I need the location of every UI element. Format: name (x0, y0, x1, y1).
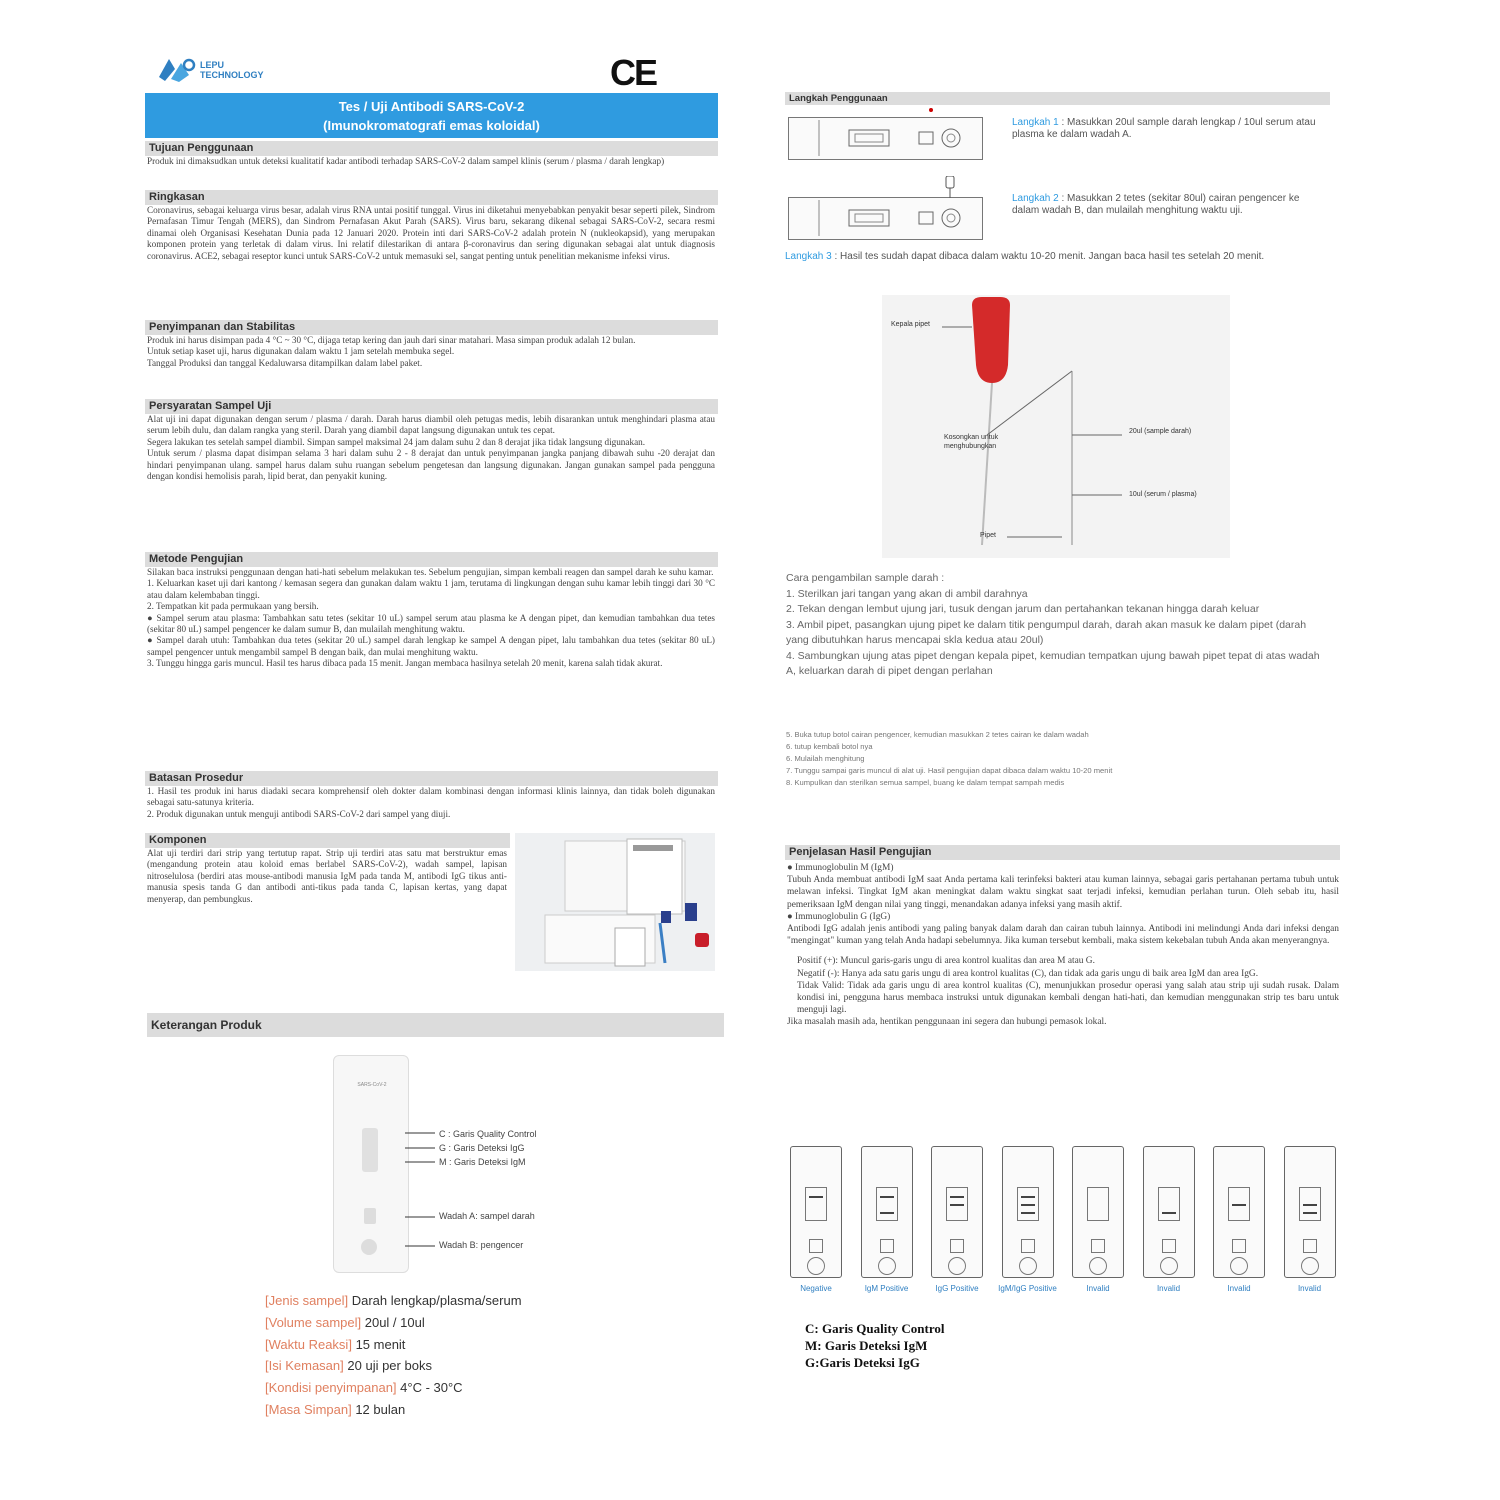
heading-ringkasan: Ringkasan (145, 190, 718, 205)
result-examples (790, 1146, 1350, 1311)
result-well-b (1089, 1257, 1107, 1275)
result-well-a (1091, 1239, 1105, 1253)
text-penyimpanan: Produk ini harus disimpan pada 4 °C ~ 30 °C, dijaga tetap kering dan jauh dari sinar matahari. Masa simpan produk adalah 12 bulan. Untuk setiap kaset uji, harus digunakan dalam waktu 1 jam setelah membuka segel. Tanggal Produksi dan tanggal Kedaluwarsa ditampilkan dalam label paket. (147, 335, 636, 368)
result-well-a (1021, 1239, 1035, 1253)
logo-icon (155, 55, 199, 83)
result-line-c (809, 1196, 823, 1198)
document-title: Tes / Uji Antibodi SARS-CoV-2 (Imunokromatografi emas koloidal) (145, 93, 718, 138)
heading-tujuan: Tujuan Penggunaan (145, 141, 718, 156)
result-line-m (1303, 1212, 1317, 1214)
result-line-m (1162, 1212, 1176, 1214)
result-line-c (880, 1196, 894, 1198)
step2-text: Langkah 2 : Masukkan 2 tetes (sekitar 80ul) cairan pengencer ke dalam wadah B, dan mulailah menghitung waktu uji. (1012, 193, 1300, 216)
callout-well-b: Wadah B: pengencer (439, 1240, 524, 1250)
kit-photo (515, 833, 715, 971)
spec-row: [Masa Simpan] 12 bulan (265, 1401, 406, 1417)
spec-list (265, 1290, 522, 1421)
result-window (1158, 1187, 1180, 1221)
result-line-g (1232, 1204, 1246, 1206)
step1-text: Langkah 1 : Masukkan 20ul sample darah lengkap / 10ul serum atau plasma ke dalam wadah A. (1012, 117, 1316, 140)
text-ringkasan: Coronavirus, sebagai keluarga virus besar, adalah virus RNA untai positif tunggal. Virus ini diketahui menyebabkan penyakit besar seperti pilek, Sindrom Pernafasan Timur Tengah (MERS), dan Sindrom Pernafasan Akut Parah (SARS). Virus baru, sekarang dikenal sebagai SARS-CoV-2, secara resmi dinamai oleh Organisasi Kesehatan Dunia pada 12 Januari 2020. Protein inti dari SARS-CoV-2 adalah protein N (nukleokapsid), yang merupakan komponen protein yang terletak di dalam virus. Ini relatif dilestarikan di antara β-coronavirus dan sering digunakan sebagai alat untuk diagnosis coronavirus. ACE2, sebagai reseptor kunci untuk SARS-CoV-2 untuk memasuki sel, sangat penting untuk penelitian mekanisme infeksi virus. (147, 205, 715, 261)
result-label: Invalid (1156, 1284, 1181, 1293)
step3-text: Langkah 3 : Hasil tes sudah dapat dibaca dalam waktu 10-20 menit. Jangan baca hasil tes setelah 20 menit. (785, 251, 1265, 262)
line-legend: C: Garis Quality Control M: Garis Deteksi IgM G:Garis Deteksi IgG (805, 1321, 945, 1370)
result-well-b (807, 1257, 825, 1275)
label-10ul: 10ul (serum / plasma) (1129, 491, 1197, 498)
result-well-a (809, 1239, 823, 1253)
ce-mark: CE (610, 52, 657, 93)
result-well-b (1230, 1257, 1248, 1275)
spec-row: [Kondisi penyimpanan] 4°C - 30°C (265, 1380, 463, 1396)
step1-cassette (788, 117, 983, 160)
heading-metode: Metode Pengujian (145, 552, 718, 567)
result-cassette (1072, 1146, 1124, 1278)
heading-komponen: Komponen (145, 833, 510, 848)
heading-batasan: Batasan Prosedur (145, 771, 718, 786)
pipette-figure (882, 295, 1230, 558)
result-well-a (1162, 1239, 1176, 1253)
result-cassette (861, 1146, 913, 1278)
heading-langkah: Langkah Penggunaan (785, 92, 1330, 105)
result-label: Negative (800, 1284, 832, 1293)
heading-keterangan: Keterangan Produk (147, 1013, 724, 1037)
result-window (1228, 1187, 1250, 1221)
result-window (876, 1187, 898, 1221)
cassette-window (362, 1128, 378, 1172)
cara-pengambilan: Cara pengambilan sample darah : 1. Sterilkan jari tangan yang akan di ambil darahnya 2. Tekan dengan lembut ujung jari, tusuk dengan jarum dan pertahankan tekanan hingga darah keluar 3. Ambil pipet, pasangkan ujung pipet ke dalam titik pengumpul darah, darah akan masuk ke dalam pipet (darah yang dibutuhkan harus mencapai skla kedua atau 20ul) 4. Sambungkan ujung atas pipet dengan kepala pipet, kemudian tempatkan ujung bawah pipet tepat di atas wadah A, keluarkan darah di pipet dengan perlahan (786, 572, 1320, 677)
result-label: Invalid (1227, 1284, 1251, 1293)
label-pipette-head: Kepala pipet (891, 321, 930, 328)
result-well-b (948, 1257, 966, 1275)
label-pipette-hole: Kosongkan untuk menghubungkan (944, 434, 999, 450)
heading-penyimpanan: Penyimpanan dan Stabilitas (145, 320, 718, 335)
result-cassette (1143, 1146, 1195, 1278)
cassette-title: SARS-CoV-2 (357, 1082, 387, 1088)
result-cassette (931, 1146, 983, 1278)
sample-drop-icon (929, 108, 933, 112)
product-cassette (333, 1055, 409, 1273)
result-well-a (1303, 1239, 1317, 1253)
well-a (364, 1208, 376, 1224)
label-20ul: 20ul (sample darah) (1129, 428, 1192, 435)
result-line-g (1303, 1204, 1317, 1206)
text-penjelasan: ● Immunoglobulin M (IgM) Tubuh Anda membuat antibodi IgM saat Anda pertama kali terinfeksi bakteri atau kuman lainnya, sebagai garis pertahanan pertama tubuh untuk melawan infeksi. Tingkat IgM akan meningkat dalam waktu singkat saat terjadi infeksi, kemudian perlahan turun. Oleh sebab itu, hasil pemeriksaan IgM dengan nilai yang tinggi, menandakan adanya infeksi yang masih aktif. ● Immunoglobulin G (IgG) Antibodi IgG adalah jenis antibodi yang paling banyak dalam darah dan cairan tubuh lainnya. Antibodi ini melindungi Anda dari infeksi dengan "mengingat" kuman yang telah Anda hadapi sebelumnya. Jika kuman tersebut kembali, maka sistem kekebalan tubuh Anda akan menyerangnya. Positif (+): Muncul garis-garis ungu di area kontrol kualitas dan area M atau G. Negatif (-): Hanya ada satu garis ungu di area kontrol kualitas (C), dan tidak ada garis ungu di baik area IgM dan area IgG. Tidak Valid: Tidak ada garis ungu di area kontrol kualitas (C), menunjukkan prosedur operasi yang salah atau strip uji sudah rusak. Dalam kondisi ini, pengguna harus membaca instruksi untuk digunakan kembali dengan hati-hati, dan kemudian menggunakan strip tes baru untuk menguji lagi. Jika masalah masih ada, hentikan penggunaan ini segera dan hubungi pemasok lokal. (787, 863, 1339, 1028)
step2-cassette (788, 197, 983, 240)
callout-well-a: Wadah A: sampel darah (439, 1211, 535, 1221)
text-tujuan: Produk ini dimaksudkan untuk deteksi kualitatif kadar antibodi terhadap SARS-CoV-2 dalam sampel klinis (serum / plasma / darah lengkap) (147, 156, 665, 166)
text-persyaratan: Alat uji ini dapat digunakan dengan serum / plasma / darah. Darah harus diambil oleh petugas medis, lebih disarankan untuk menghindari plasma atau serum lebih dulu, dan dalam rangka yang steril. Darah yang diambil dapat langsung digunakan untuk tes cepat. Segera lakukan tes setelah sampel diambil. Simpan sampel maksimal 24 jam dalam suhu 2 dan 8 derajat jika tidak langsung digunakan. Untuk serum / plasma dapat disimpan selama 3 hari dalam suhu 2 - 8 derajat dan untuk penyimpanan jangka panjang dibawah suhu -20 derajat dan hindari penyimpanan ulang. sampel harus dalam suhu ruangan sebelum pengetesan dan langsung digunakan. Jangan gunakan sampel pada pengguna dengan kondisi hemolisis parah, lipid berat, dan penyakit kuning. (147, 414, 715, 482)
result-well-a (950, 1239, 964, 1253)
result-label: Invalid (1086, 1284, 1110, 1293)
result-well-a (1232, 1239, 1246, 1253)
spec-row: [Waktu Reaksi] 15 menit (265, 1336, 406, 1352)
spec-row: [Jenis sampel] Darah lengkap/plasma/serum (265, 1293, 522, 1308)
result-label: IgG Positive (935, 1284, 979, 1293)
result-well-b (1160, 1257, 1178, 1275)
text-komponen: Alat uji terdiri dari strip yang tertutup rapat. Strip uji terdiri atas satu mat berstruktur emas (mengandung protein atau koloid emas berlabel SARS-CoV-2), wadah sampel, lapisan nitroselulosa (berdiri atas mouse-antibodi manusia IgM pada tanda M, antibodi IgG tikus anti-manusia spesis tanda G dan antibodi anti-tikus pada tanda C, lapisan kertas, yang dapat menyerap, dan pembungkus. (147, 848, 507, 904)
result-window (805, 1187, 827, 1221)
logo-text: LEPU TECHNOLOGY (200, 60, 264, 80)
result-window (1017, 1187, 1039, 1221)
callout-labels-top: C : Garis Quality Control G : Garis Deteksi IgG M : Garis Deteksi IgM (439, 1129, 537, 1167)
dropper-bottle-icon (940, 176, 960, 200)
result-line-c (950, 1196, 964, 1198)
cara-small-steps: 5. Buka tutup botol cairan pengencer, kemudian masukkan 2 tetes cairan ke dalam wadah 6. tutup kembali botol nya 6. Mulailah menghitung 7. Tunggu sampai garis muncul di alat uji. Hasil pengujian dapat dibaca dalam waktu 10-20 menit 8. Kumpulkan dan sterilkan semua sampel, buang ke dalam tempat sampah medis (786, 730, 1113, 787)
spec-row: [Volume sampel] 20ul / 10ul (265, 1314, 425, 1330)
result-line-m (880, 1212, 894, 1214)
callout-lines (405, 1125, 440, 1255)
result-cassette (1213, 1146, 1265, 1278)
result-well-b (1019, 1257, 1037, 1275)
result-label: Invalid (1297, 1284, 1322, 1293)
result-cassette (1284, 1146, 1336, 1278)
text-batasan: 1. Hasil tes produk ini harus diadaki secara komprehensif oleh dokter dalam kombinasi dengan informasi klinis lainnya, dan tidak boleh digunakan sebagai satu-satunya kriteria. 2. Produk digunakan untuk menguji antibodi SARS-CoV-2 dari sampel yang diuji. (147, 786, 715, 819)
result-line-g (950, 1204, 964, 1206)
result-cassette (790, 1146, 842, 1278)
result-line-m (1021, 1212, 1035, 1214)
result-well-b (1301, 1257, 1319, 1275)
result-window (946, 1187, 968, 1221)
spec-row: [Isi Kemasan] 20 uji per boks (265, 1358, 432, 1374)
result-well-b (878, 1257, 896, 1275)
result-label: IgM/IgG Positive (998, 1284, 1057, 1293)
result-window (1299, 1187, 1321, 1221)
result-label: IgM Positive (864, 1284, 909, 1293)
result-line-c (1021, 1196, 1035, 1198)
result-window (1087, 1187, 1109, 1221)
result-well-a (880, 1239, 894, 1253)
label-pipet: Pipet (980, 532, 996, 539)
result-cassette (1002, 1146, 1054, 1278)
heading-penjelasan: Penjelasan Hasil Pengujian (785, 845, 1340, 860)
well-b (361, 1239, 377, 1255)
text-metode: Silakan baca instruksi penggunaan dengan hati-hati sebelum melakukan tes. Sebelum pengujian, simpan kembali reagen dan sampel darah ke suhu kamar. 1. Keluarkan kaset uji dari kantong / kemasan segera dan gunakan dalam waktu 1 jam, terutama di lingkungan dengan suhu kamar lebih tinggi dari 30 °C atau dalam kelembaban tinggi. 2. Tempatkan kit pada permukaan yang bersih. ● Sampel serum atau plasma: Tambahkan satu tetes (sekitar 10 uL) sampel serum atau plasma ke A dengan pipet, dan kemudian tambahkan dua tetes (sekitar 80 uL) sampel pengencer ke dalam sumur B, dan mulailah menghitung waktu. ● Sampel darah utuh: Tambahkan dua tetes (sekitar 20 uL) sampel darah lengkap ke sampel A dengan pipet, lalu tambahkan dua tetes (sekitar 80 uL) sampel pengencer untuk mengambil sampel B dengan baik, dan mulai menghitung waktu. 3. Tunggu hingga garis muncul. Hasil tes harus dibaca pada 15 menit. Jangan membaca hasilnya setelah 20 menit, karena salah tidak akurat. (147, 567, 715, 669)
heading-persyaratan: Persyaratan Sampel Uji (145, 399, 718, 414)
result-line-g (1021, 1204, 1035, 1206)
